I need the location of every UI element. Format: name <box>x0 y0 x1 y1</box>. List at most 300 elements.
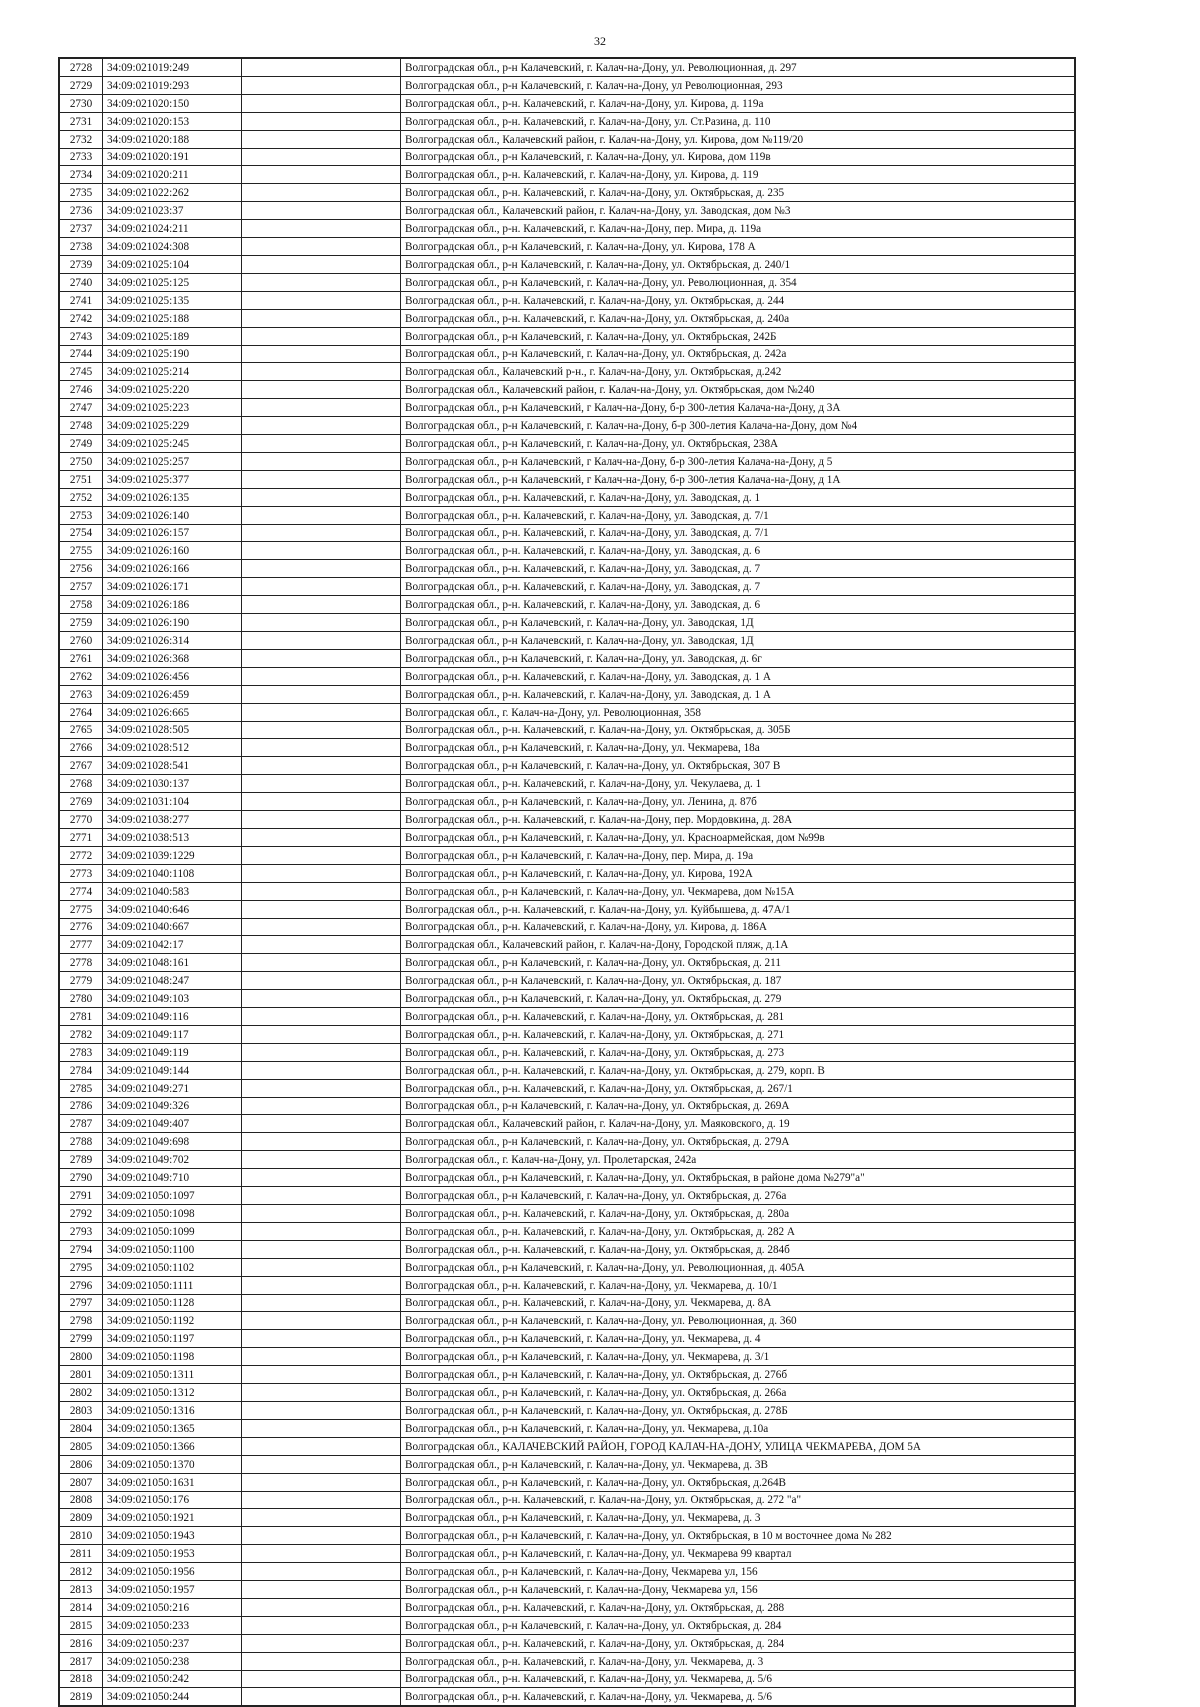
table-row <box>60 488 1075 506</box>
cadastral-number: 34:09:021025:190 <box>103 345 242 363</box>
table-row <box>60 1581 1075 1599</box>
empty-cell <box>242 1294 401 1312</box>
cadastral-number: 34:09:021049:271 <box>103 1079 242 1097</box>
table-row <box>60 1169 1075 1187</box>
empty-cell <box>242 112 401 130</box>
empty-cell <box>242 417 401 435</box>
address: Волгоградская обл., р-н. Калачевский, г. Калач-на-Дону, ул. Октябрьская, д. 244 <box>401 291 1075 309</box>
row-number: 2786 <box>60 1097 103 1115</box>
row-number: 2790 <box>60 1169 103 1187</box>
row-number: 2736 <box>60 202 103 220</box>
row-number: 2737 <box>60 220 103 238</box>
address: Волгоградская обл., р-н. Калачевский, г. Калач-на-Дону, ул. Октябрьская, д. 281 <box>401 1008 1075 1026</box>
table-row <box>60 632 1075 650</box>
cadastral-number: 34:09:021026:160 <box>103 542 242 560</box>
address: Волгоградская обл., р-н. Калачевский, г. Калач-на-Дону, ул. Чекмарева, д. 5/6 <box>401 1688 1075 1706</box>
cadastral-number: 34:09:021049:103 <box>103 990 242 1008</box>
empty-cell <box>242 1527 401 1545</box>
row-number: 2791 <box>60 1187 103 1205</box>
empty-cell <box>242 220 401 238</box>
cadastral-number: 34:09:021049:698 <box>103 1133 242 1151</box>
empty-cell <box>242 703 401 721</box>
table-row <box>60 435 1075 453</box>
cadastral-number: 34:09:021050:1198 <box>103 1348 242 1366</box>
table-row <box>60 1419 1075 1437</box>
row-number: 2747 <box>60 399 103 417</box>
row-number: 2753 <box>60 506 103 524</box>
table-body <box>60 59 1075 1706</box>
table-row <box>60 1294 1075 1312</box>
table-row <box>60 757 1075 775</box>
table-row <box>60 1061 1075 1079</box>
cadastral-number: 34:09:021050:233 <box>103 1616 242 1634</box>
address: Волгоградская обл., р-н. Калачевский, г. Калач-на-Дону, ул. Чекмарева, д. 5/6 <box>401 1670 1075 1688</box>
empty-cell <box>242 1598 401 1616</box>
empty-cell <box>242 1616 401 1634</box>
address: Волгоградская обл., р-н Калачевский, г. Калач-на-Дону, ул. Октябрьская, д. 278Б <box>401 1401 1075 1419</box>
address: Волгоградская обл., р-н Калачевский, г. Калач-на-Дону, ул. Октябрьская, д. 279 <box>401 990 1075 1008</box>
empty-cell <box>242 94 401 112</box>
table-row <box>60 578 1075 596</box>
row-number: 2799 <box>60 1330 103 1348</box>
empty-cell <box>242 452 401 470</box>
address: Волгоградская обл., р-н Калачевский, г. Калач-на-Дону, Чекмарева ул, 156 <box>401 1581 1075 1599</box>
empty-cell <box>242 972 401 990</box>
empty-cell <box>242 864 401 882</box>
empty-cell <box>242 828 401 846</box>
empty-cell <box>242 1312 401 1330</box>
row-number: 2752 <box>60 488 103 506</box>
row-number: 2782 <box>60 1025 103 1043</box>
empty-cell <box>242 1401 401 1419</box>
empty-cell <box>242 1581 401 1599</box>
address: Волгоградская обл., р-н. Калачевский, г. Калач-на-Дону, ул. Чекмарева, д. 3 <box>401 1652 1075 1670</box>
cadastral-number: 34:09:021040:646 <box>103 900 242 918</box>
table-row <box>60 596 1075 614</box>
address: Волгоградская обл., р-н. Калачевский, г. Калач-на-Дону, ул. Октябрьская, д. 284б <box>401 1240 1075 1258</box>
empty-cell <box>242 649 401 667</box>
address: Волгоградская обл., р-н Калачевский, г. Калач-на-Дону, ул. Октябрьская, д. 211 <box>401 954 1075 972</box>
table-row <box>60 1205 1075 1223</box>
row-number: 2741 <box>60 291 103 309</box>
empty-cell <box>242 273 401 291</box>
cadastral-number: 34:09:021050:216 <box>103 1598 242 1616</box>
row-number: 2767 <box>60 757 103 775</box>
cadastral-number: 34:09:021050:1316 <box>103 1401 242 1419</box>
row-number: 2754 <box>60 524 103 542</box>
address: Волгоградская обл., р-н Калачевский, г. Калач-на-Дону, ул. Октябрьская, в 10 м восточнее дома № 282 <box>401 1527 1075 1545</box>
row-number: 2819 <box>60 1688 103 1706</box>
address: Волгоградская обл., р-н Калачевский, г. Калач-на-Дону, ул. Октябрьская, д. 276а <box>401 1187 1075 1205</box>
cadastral-number: 34:09:021026:166 <box>103 560 242 578</box>
cadastral-number: 34:09:021049:407 <box>103 1115 242 1133</box>
empty-cell <box>242 721 401 739</box>
cadastral-number: 34:09:021038:513 <box>103 828 242 846</box>
row-number: 2748 <box>60 417 103 435</box>
empty-cell <box>242 309 401 327</box>
cadastral-number: 34:09:021019:249 <box>103 59 242 77</box>
cadastral-number: 34:09:021050:1099 <box>103 1222 242 1240</box>
address: Волгоградская обл., р-н. Калачевский, г. Калач-на-Дону, ул. Чекулаева, д. 1 <box>401 775 1075 793</box>
row-number: 2735 <box>60 184 103 202</box>
row-number: 2774 <box>60 882 103 900</box>
table-row <box>60 1491 1075 1509</box>
cadastral-number: 34:09:021050:1102 <box>103 1258 242 1276</box>
empty-cell <box>242 900 401 918</box>
address: Волгоградская обл., г. Калач-на-Дону, ул. Пролетарская, 242а <box>401 1151 1075 1169</box>
cadastral-number: 34:09:021049:117 <box>103 1025 242 1043</box>
cadastral-number: 34:09:021030:137 <box>103 775 242 793</box>
address: Волгоградская обл., р-н Калачевский, г. Калач-на-Дону, ул. Революционная, д. 354 <box>401 273 1075 291</box>
row-number: 2817 <box>60 1652 103 1670</box>
row-number: 2762 <box>60 667 103 685</box>
table-row <box>60 667 1075 685</box>
row-number: 2802 <box>60 1384 103 1402</box>
table-row <box>60 470 1075 488</box>
empty-cell <box>242 793 401 811</box>
address: Волгоградская обл., р-н Калачевский, г. Калач-на-Дону, ул. Заводская, 1Д <box>401 632 1075 650</box>
address: Волгоградская обл., р-н. Калачевский, г. Калач-на-Дону, ул. Заводская, д. 6 <box>401 542 1075 560</box>
empty-cell <box>242 739 401 757</box>
row-number: 2770 <box>60 811 103 829</box>
address: Волгоградская обл., Калачевский район, г. Калач-на-Дону, ул. Октябрьская, дом №240 <box>401 381 1075 399</box>
address: Волгоградская обл., р-н. Калачевский, г. Калач-на-Дону, ул. Октябрьская, д. 267/1 <box>401 1079 1075 1097</box>
row-number: 2757 <box>60 578 103 596</box>
cadastral-number: 34:09:021050:1956 <box>103 1563 242 1581</box>
empty-cell <box>242 470 401 488</box>
empty-cell <box>242 936 401 954</box>
table-row <box>60 793 1075 811</box>
address: Волгоградская обл., р-н Калачевский, г. Калач-на-Дону, ул. Чекмарева, д. 3/1 <box>401 1348 1075 1366</box>
empty-cell <box>242 1151 401 1169</box>
table-row <box>60 1133 1075 1151</box>
empty-cell <box>242 506 401 524</box>
empty-cell <box>242 775 401 793</box>
row-number: 2765 <box>60 721 103 739</box>
address: Волгоградская обл., р-н Калачевский, г. Калач-на-Дону, ул. Кирова, 192А <box>401 864 1075 882</box>
row-number: 2744 <box>60 345 103 363</box>
empty-cell <box>242 1169 401 1187</box>
empty-cell <box>242 1043 401 1061</box>
empty-cell <box>242 1330 401 1348</box>
empty-cell <box>242 1222 401 1240</box>
cadastral-number: 34:09:021049:116 <box>103 1008 242 1026</box>
empty-cell <box>242 1187 401 1205</box>
row-number: 2800 <box>60 1348 103 1366</box>
row-number: 2764 <box>60 703 103 721</box>
row-number: 2763 <box>60 685 103 703</box>
row-number: 2728 <box>60 59 103 77</box>
table-row <box>60 649 1075 667</box>
address: Волгоградская обл., р-н. Калачевский, г. Калач-на-Дону, ул. Октябрьская, д. 272 "а" <box>401 1491 1075 1509</box>
table-row <box>60 524 1075 542</box>
row-number: 2775 <box>60 900 103 918</box>
row-number: 2731 <box>60 112 103 130</box>
address: Волгоградская обл., р-н. Калачевский, г. Калач-на-Дону, ул. Кирова, д. 119 <box>401 166 1075 184</box>
row-number: 2733 <box>60 148 103 166</box>
row-number: 2805 <box>60 1437 103 1455</box>
row-number: 2783 <box>60 1043 103 1061</box>
table-row <box>60 184 1075 202</box>
row-number: 2756 <box>60 560 103 578</box>
cadastral-number: 34:09:021050:1312 <box>103 1384 242 1402</box>
address: Волгоградская обл., р-н. Калачевский, г. Калач-на-Дону, ул. Чекмарева, д. 10/1 <box>401 1276 1075 1294</box>
table-row <box>60 1348 1075 1366</box>
table-row <box>60 1527 1075 1545</box>
cadastral-number: 34:09:021028:505 <box>103 721 242 739</box>
table-row <box>60 1545 1075 1563</box>
cadastral-number: 34:09:021024:308 <box>103 238 242 256</box>
address: Волгоградская обл., р-н Калачевский, г. Калач-на-Дону, ул. Октябрьская, в районе дома №279"а" <box>401 1169 1075 1187</box>
row-number: 2818 <box>60 1670 103 1688</box>
address: Волгоградская обл., Калачевский район, г. Калач-на-Дону, Городской пляж, д.1А <box>401 936 1075 954</box>
row-number: 2796 <box>60 1276 103 1294</box>
address: Волгоградская обл., р-н. Калачевский, г. Калач-на-Дону, ул. Октябрьская, д. 305Б <box>401 721 1075 739</box>
address: Волгоградская обл., р-н. Калачевский, г. Калач-на-Дону, ул. Заводская, д. 7 <box>401 578 1075 596</box>
empty-cell <box>242 1652 401 1670</box>
table-row <box>60 739 1075 757</box>
empty-cell <box>242 990 401 1008</box>
empty-cell <box>242 345 401 363</box>
table-row <box>60 1437 1075 1455</box>
table-row <box>60 775 1075 793</box>
cadastral-number: 34:09:021038:277 <box>103 811 242 829</box>
table-row <box>60 1652 1075 1670</box>
empty-cell <box>242 846 401 864</box>
table-row <box>60 1473 1075 1491</box>
address: Волгоградская обл., р-н Калачевский, г. Калач-на-Дону, ул. Чекмарева, д. 3В <box>401 1455 1075 1473</box>
row-number: 2779 <box>60 972 103 990</box>
cadastral-number: 34:09:021040:667 <box>103 918 242 936</box>
address: Волгоградская обл., р-н. Калачевский, г. Калач-на-Дону, ул. Куйбышева, д. 47А/1 <box>401 900 1075 918</box>
address: Волгоградская обл., р-н Калачевский, г. Калач-на-Дону, ул. Революционная, д. 405А <box>401 1258 1075 1276</box>
cadastral-number: 34:09:021025:104 <box>103 255 242 273</box>
address: Волгоградская обл., р-н. Калачевский, г. Калач-на-Дону, ул. Октябрьская, д. 240а <box>401 309 1075 327</box>
cadastral-number: 34:09:021026:186 <box>103 596 242 614</box>
table-row <box>60 1025 1075 1043</box>
cadastral-number: 34:09:021026:368 <box>103 649 242 667</box>
cadastral-number: 34:09:021022:262 <box>103 184 242 202</box>
empty-cell <box>242 632 401 650</box>
row-number: 2738 <box>60 238 103 256</box>
cadastral-number: 34:09:021026:314 <box>103 632 242 650</box>
table-row <box>60 112 1075 130</box>
row-number: 2810 <box>60 1527 103 1545</box>
empty-cell <box>242 1545 401 1563</box>
cadastral-number: 34:09:021025:377 <box>103 470 242 488</box>
address: Волгоградская обл., р-н. Калачевский, г. Калач-на-Дону, ул. Октябрьская, д. 273 <box>401 1043 1075 1061</box>
empty-cell <box>242 918 401 936</box>
table-row <box>60 363 1075 381</box>
empty-cell <box>242 1670 401 1688</box>
address: Волгоградская обл., Калачевский район, г. Калач-на-Дону, ул. Кирова, дом №119/20 <box>401 130 1075 148</box>
row-number: 2766 <box>60 739 103 757</box>
address: Волгоградская обл., р-н Калачевский, г. Калач-на-Дону, ул. Октябрьская, д. 187 <box>401 972 1075 990</box>
cadastral-number: 34:09:021025:223 <box>103 399 242 417</box>
empty-cell <box>242 1008 401 1026</box>
table-row <box>60 1330 1075 1348</box>
cadastral-number: 34:09:021039:1229 <box>103 846 242 864</box>
table-row <box>60 1509 1075 1527</box>
empty-cell <box>242 291 401 309</box>
empty-cell <box>242 327 401 345</box>
address: Волгоградская обл., р-н. Калачевский, г. Калач-на-Дону, ул. Октябрьская, д. 271 <box>401 1025 1075 1043</box>
cadastral-number: 34:09:021023:37 <box>103 202 242 220</box>
table-row <box>60 560 1075 578</box>
table-row <box>60 1240 1075 1258</box>
empty-cell <box>242 130 401 148</box>
cadastral-number: 34:09:021025:220 <box>103 381 242 399</box>
row-number: 2792 <box>60 1205 103 1223</box>
address: Волгоградская обл., р-н Калачевский, г. Калач-на-Дону, ул. Чекмарева, д.10а <box>401 1419 1075 1437</box>
address: Волгоградская обл., р-н Калачевский, г. Калач-на-Дону, ул. Октябрьская, д. 269А <box>401 1097 1075 1115</box>
table-row <box>60 399 1075 417</box>
row-number: 2745 <box>60 363 103 381</box>
table-row <box>60 1312 1075 1330</box>
cadastral-number: 34:09:021050:1197 <box>103 1330 242 1348</box>
empty-cell <box>242 560 401 578</box>
table-row <box>60 291 1075 309</box>
table-row <box>60 417 1075 435</box>
address: Волгоградская обл., р-н Калачевский, г. Калач-на-Дону, ул. Чекмарева, 18а <box>401 739 1075 757</box>
cadastral-number: 34:09:021031:104 <box>103 793 242 811</box>
cadastral-number: 34:09:021048:161 <box>103 954 242 972</box>
empty-cell <box>242 882 401 900</box>
cadastral-number: 34:09:021019:293 <box>103 76 242 94</box>
table-row <box>60 1598 1075 1616</box>
address: Волгоградская обл., р-н Калачевский, г. Калач-на-Дону, ул. Чекмарева, д. 3 <box>401 1509 1075 1527</box>
row-number: 2795 <box>60 1258 103 1276</box>
row-number: 2807 <box>60 1473 103 1491</box>
address: Волгоградская обл., р-н. Калачевский, г. Калач-на-Дону, ул. Кирова, д. 119а <box>401 94 1075 112</box>
cadastral-number: 34:09:021024:211 <box>103 220 242 238</box>
empty-cell <box>242 1205 401 1223</box>
empty-cell <box>242 1509 401 1527</box>
table-row <box>60 1276 1075 1294</box>
cadastral-number: 34:09:021026:171 <box>103 578 242 596</box>
cadastral-number: 34:09:021026:140 <box>103 506 242 524</box>
table-row <box>60 1384 1075 1402</box>
table-row <box>60 345 1075 363</box>
empty-cell <box>242 954 401 972</box>
address: Волгоградская обл., р-н. Калачевский, г. Калач-на-Дону, ул. Заводская, д. 6 <box>401 596 1075 614</box>
cadastral-number: 34:09:021025:188 <box>103 309 242 327</box>
table-row <box>60 685 1075 703</box>
row-number: 2768 <box>60 775 103 793</box>
row-number: 2814 <box>60 1598 103 1616</box>
table-row <box>60 1366 1075 1384</box>
empty-cell <box>242 1455 401 1473</box>
table-row <box>60 166 1075 184</box>
cadastral-number: 34:09:021050:238 <box>103 1652 242 1670</box>
cadastral-number: 34:09:021050:1311 <box>103 1366 242 1384</box>
empty-cell <box>242 184 401 202</box>
address: Волгоградская обл., г. Калач-на-Дону, ул. Революционная, 358 <box>401 703 1075 721</box>
table-row <box>60 1258 1075 1276</box>
row-number: 2780 <box>60 990 103 1008</box>
table-row <box>60 1187 1075 1205</box>
address: Волгоградская обл., р-н Калачевский, г. Калач-на-Дону, ул. Октябрьская, д. 266а <box>401 1384 1075 1402</box>
address: Волгоградская обл., р-н. Калачевский, г. Калач-на-Дону, пер. Мира, д. 119а <box>401 220 1075 238</box>
row-number: 2811 <box>60 1545 103 1563</box>
table-row <box>60 614 1075 632</box>
empty-cell <box>242 1348 401 1366</box>
cadastral-number: 34:09:021050:237 <box>103 1634 242 1652</box>
row-number: 2785 <box>60 1079 103 1097</box>
table-row <box>60 918 1075 936</box>
cadastral-number: 34:09:021049:326 <box>103 1097 242 1115</box>
row-number: 2797 <box>60 1294 103 1312</box>
table-row <box>60 506 1075 524</box>
empty-cell <box>242 524 401 542</box>
row-number: 2751 <box>60 470 103 488</box>
cadastral-number: 34:09:021026:135 <box>103 488 242 506</box>
empty-cell <box>242 1097 401 1115</box>
cadastral-number: 34:09:021040:583 <box>103 882 242 900</box>
address: Волгоградская обл., р-н Калачевский, г. Калач-на-Дону, ул. Революционная, д. 360 <box>401 1312 1075 1330</box>
table-row <box>60 273 1075 291</box>
address: Волгоградская обл., р-н. Калачевский, г. Калач-на-Дону, пер. Мордовкина, д. 28А <box>401 811 1075 829</box>
table-row <box>60 936 1075 954</box>
row-number: 2784 <box>60 1061 103 1079</box>
address: Волгоградская обл., р-н Калачевский, г. Калач-на-Дону, б-р 300-летия Калача-на-Дону, дом №4 <box>401 417 1075 435</box>
empty-cell <box>242 667 401 685</box>
table-row <box>60 1563 1075 1581</box>
table-row <box>60 1043 1075 1061</box>
address: Волгоградская обл., р-н Калачевский, г. Калач-на-Дону, ул. Чекмарева, дом №15А <box>401 882 1075 900</box>
table-row <box>60 882 1075 900</box>
cadastral-number: 34:09:021050:1953 <box>103 1545 242 1563</box>
address: Волгоградская обл., р-н. Калачевский, г. Калач-на-Дону, ул. Кирова, д. 186А <box>401 918 1075 936</box>
cadastral-number: 34:09:021050:1192 <box>103 1312 242 1330</box>
table-row <box>60 1401 1075 1419</box>
empty-cell <box>242 166 401 184</box>
address: Волгоградская обл., р-н Калачевский, г. Калач-на-Дону, ул. Октябрьская, д. 279А <box>401 1133 1075 1151</box>
row-number: 2730 <box>60 94 103 112</box>
table-row <box>60 381 1075 399</box>
row-number: 2798 <box>60 1312 103 1330</box>
table-row <box>60 255 1075 273</box>
cadastral-number: 34:09:021025:189 <box>103 327 242 345</box>
cadastral-number: 34:09:021026:190 <box>103 614 242 632</box>
address: Волгоградская обл., р-н Калачевский, г Калач-на-Дону, б-р 300-летия Калача-на-Дону, д 1А <box>401 470 1075 488</box>
cadastral-number: 34:09:021050:1128 <box>103 1294 242 1312</box>
address: Волгоградская обл., Калачевский р-н., г. Калач-на-Дону, ул. Октябрьская, д.242 <box>401 363 1075 381</box>
address: Волгоградская обл., р-н. Калачевский, г. Калач-на-Дону, ул. Заводская, д. 1 А <box>401 685 1075 703</box>
table-row <box>60 828 1075 846</box>
address: Волгоградская обл., р-н Калачевский, г. Калач-на-Дону, пер. Мира, д. 19а <box>401 846 1075 864</box>
address: Волгоградская обл., р-н Калачевский, г. Калач-на-Дону, ул. Октябрьская, д. 240/1 <box>401 255 1075 273</box>
row-number: 2739 <box>60 255 103 273</box>
cadastral-number: 34:09:021050:1631 <box>103 1473 242 1491</box>
address: Волгоградская обл., р-н Калачевский, г. Калач-на-Дону, ул. Октябрьская, д. 276б <box>401 1366 1075 1384</box>
row-number: 2743 <box>60 327 103 345</box>
row-number: 2788 <box>60 1133 103 1151</box>
row-number: 2789 <box>60 1151 103 1169</box>
address: Волгоградская обл., р-н. Калачевский, г. Калач-на-Дону, ул. Октябрьская, д. 279, корп. В <box>401 1061 1075 1079</box>
empty-cell <box>242 381 401 399</box>
table-row <box>60 1151 1075 1169</box>
cadastral-number: 34:09:021025:229 <box>103 417 242 435</box>
cadastral-number: 34:09:021026:157 <box>103 524 242 542</box>
empty-cell <box>242 1061 401 1079</box>
table-row <box>60 1115 1075 1133</box>
cadastral-number: 34:09:021050:1370 <box>103 1455 242 1473</box>
empty-cell <box>242 1115 401 1133</box>
address: Волгоградская обл., р-н. Калачевский, г. Калач-на-Дону, ул. Октябрьская, д. 288 <box>401 1598 1075 1616</box>
table-row <box>60 309 1075 327</box>
address: Волгоградская обл., р-н Калачевский, г. Калач-на-Дону, ул. Заводская, д. 6г <box>401 649 1075 667</box>
